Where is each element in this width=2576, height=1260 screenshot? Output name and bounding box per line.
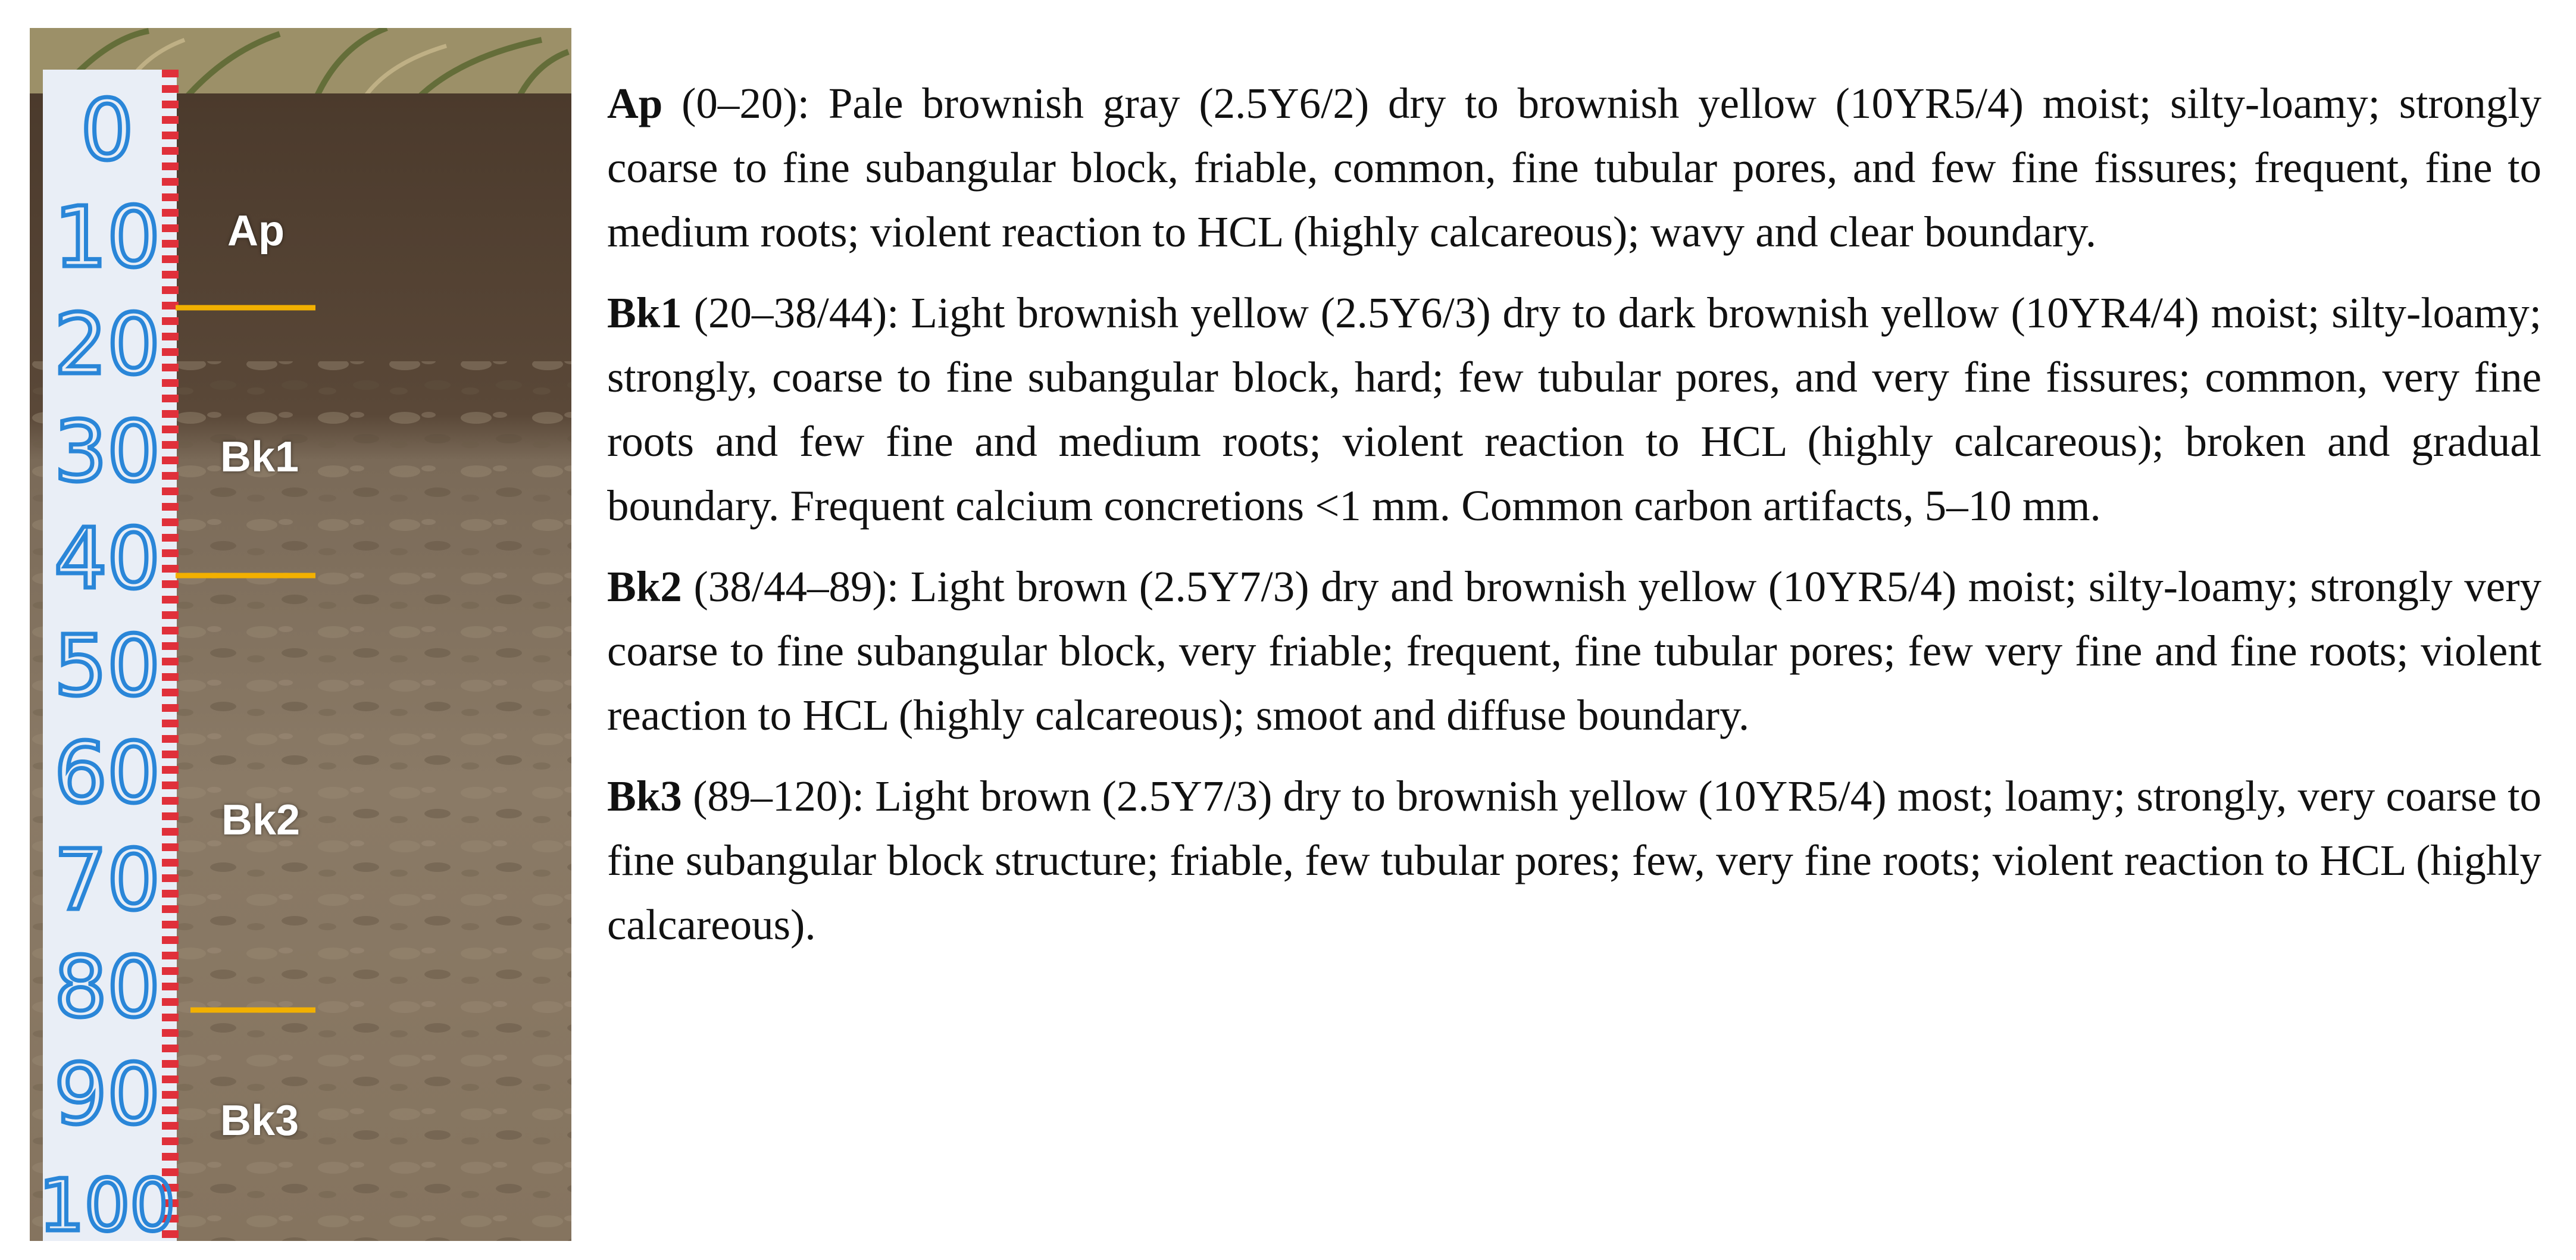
- horizon-label-bk1: Bk1: [220, 433, 299, 481]
- horizon-description-bk2: [607, 555, 2541, 748]
- tape-number: 70: [54, 832, 161, 929]
- horizon-label-bk2: Bk2: [221, 796, 301, 844]
- tape-number: 20: [54, 296, 161, 393]
- horizon-name: Bk1: [607, 289, 682, 337]
- horizon-description-ap: [607, 71, 2541, 264]
- horizon-depth: (0–20): [681, 79, 798, 127]
- horizon-text: : Pale brownish gray (2.5Y6/2) dry to brownish yellow (10YR5/4) moist; silty-loamy; strongly coarse to fine subangular block, friable, common, fine tubular pores, and few fine fissures; frequent, fine to medium roots; violent reaction to HCL (highly calcareous); wavy and clear boundary.: [607, 79, 2541, 256]
- tape-number: 40: [54, 511, 161, 608]
- horizon-depth: (89–120): [693, 772, 852, 820]
- tape-number: 100: [39, 1165, 176, 1241]
- horizon-name: Bk2: [607, 562, 682, 611]
- tape-numbers: [39, 82, 175, 1241]
- horizon-descriptions: [607, 71, 2541, 974]
- tape-number: 10: [54, 189, 161, 286]
- horizon-description-bk1: [607, 281, 2541, 538]
- tape-number: 30: [54, 404, 161, 501]
- horizon-label-bk3: Bk3: [220, 1097, 299, 1145]
- horizon-text: : Light brown (2.5Y7/3) dry and brownish yellow (10YR5/4) moist; silty-loamy; strongly very coarse to fine subangular block, very friable; frequent, fine tubular pores; few very fine and fine roots; violent reaction to HCL (highly calcareous); smoot and diffuse boundary.: [607, 562, 2542, 739]
- soil-profile-photo: [30, 28, 571, 1241]
- tape-number: 0: [80, 82, 134, 179]
- horizon-name: Bk3: [607, 772, 682, 820]
- horizon-description-bk3: [607, 764, 2541, 957]
- tape-number: 80: [54, 939, 161, 1036]
- soil-profile-illustration: [30, 28, 571, 1241]
- horizon-text: : Light brown (2.5Y7/3) dry to brownish yellow (10YR5/4) most; loamy; strongly, very coarse to fine subangular block structure; friable, few tubular pores; few, very fine roots; violent reaction to HCL (highly calcareous).: [607, 772, 2542, 949]
- tape-number: 60: [54, 725, 161, 822]
- horizon-name: Ap: [607, 79, 663, 127]
- horizon-label-ap: Ap: [227, 207, 285, 255]
- tape-number: 90: [54, 1046, 161, 1143]
- horizon-depth: (38/44–89): [693, 562, 887, 611]
- tape-number: 50: [54, 618, 161, 715]
- horizon-text: : Light brownish yellow (2.5Y6/3) dry to dark brownish yellow (10YR4/4) moist; silty-loamy; strongly, coarse to fine subangular block, hard; few tubular pores, and very fine fissures; common, very fine roots and few fine and medium roots; violent reaction to HCL (highly calcareous); broken and gradual boundary. Frequent calcium concretions <1 mm. Common carbon artifacts, 5–10 mm.: [607, 289, 2541, 530]
- horizon-depth: (20–38/44): [693, 289, 887, 337]
